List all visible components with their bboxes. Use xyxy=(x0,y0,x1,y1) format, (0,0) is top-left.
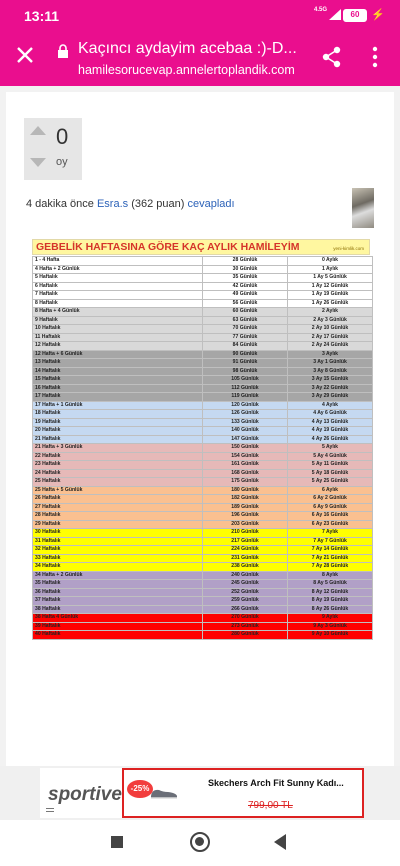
cell-months: 8 Aylık xyxy=(288,571,373,580)
table-row xyxy=(33,333,373,342)
cell-months: 5 Ay 25 Günlük xyxy=(288,478,373,487)
cell-days: 60 Günlük xyxy=(203,308,288,317)
cell-week: 34 Haftalık xyxy=(33,563,203,572)
cell-week: 9 Haftalık xyxy=(33,316,203,325)
cell-days: 203 Günlük xyxy=(203,520,288,529)
answer-action-link[interactable]: cevapladı xyxy=(187,198,235,210)
table-row xyxy=(33,520,373,529)
downvote-icon[interactable] xyxy=(30,158,46,167)
cell-months: 7 Ay 7 Günlük xyxy=(288,537,373,546)
cell-months: 3 Aylık xyxy=(288,350,373,359)
page-content xyxy=(0,86,400,766)
cell-months: 9 Aylık xyxy=(288,614,373,623)
cell-days: 189 Günlük xyxy=(203,503,288,512)
table-row xyxy=(33,393,373,402)
cell-week: 16 Haftalık xyxy=(33,384,203,393)
cell-week: 27 Haftalık xyxy=(33,503,203,512)
page-title: Kaçıncı aydayim acebaa :)-D... xyxy=(78,40,297,57)
avatar[interactable] xyxy=(352,188,374,228)
cell-days: 84 Günlük xyxy=(203,342,288,351)
pregnancy-table-image[interactable] xyxy=(26,234,376,756)
cell-week: 11 Haftalık xyxy=(33,333,203,342)
table-row xyxy=(33,257,373,266)
cell-months: 5 Ay 4 Günlük xyxy=(288,452,373,461)
cell-months: 7 Ay 14 Günlük xyxy=(288,546,373,555)
table-row xyxy=(33,282,373,291)
cell-week: 23 Haftalık xyxy=(33,461,203,470)
cell-days: 154 Günlük xyxy=(203,452,288,461)
cell-months: 8 Ay 19 Günlük xyxy=(288,597,373,606)
answer-user-link[interactable]: Esra.s xyxy=(96,198,129,210)
more-options-icon[interactable] xyxy=(372,46,378,68)
browser-toolbar xyxy=(0,30,400,86)
cell-week: 20 Haftalık xyxy=(33,427,203,436)
cell-days: 240 Günlük xyxy=(203,571,288,580)
cell-days: 252 Günlük xyxy=(203,588,288,597)
cell-months: 5 Ay 18 Günlük xyxy=(288,469,373,478)
cell-months: 8 Ay 5 Günlük xyxy=(288,580,373,589)
cell-days: 266 Günlük xyxy=(203,605,288,614)
table-row xyxy=(33,418,373,427)
cell-months: 3 Ay 15 Günlük xyxy=(288,376,373,385)
ad-price: 799,00 TL xyxy=(248,800,293,811)
cell-week: 25 Haftalık xyxy=(33,478,203,487)
cell-months: 2 Aylık xyxy=(288,308,373,317)
table-row xyxy=(33,486,373,495)
cell-days: 77 Günlük xyxy=(203,333,288,342)
cell-days: 28 Günlük xyxy=(203,257,288,266)
ad-product[interactable] xyxy=(122,768,364,818)
cell-week: 1 - 4 Hafta xyxy=(33,257,203,266)
cell-days: 120 Günlük xyxy=(203,401,288,410)
cell-week: 21 Haftalık xyxy=(33,435,203,444)
cell-week: 25 Hafta + 5 Günlük xyxy=(33,486,203,495)
vote-label: oy xyxy=(56,156,68,168)
cell-months: 4 Ay 19 Günlük xyxy=(288,427,373,436)
cell-days: 259 Günlük xyxy=(203,597,288,606)
table-row xyxy=(33,291,373,300)
table-site: yeni-kimlik.com xyxy=(333,246,364,251)
table-row xyxy=(33,367,373,376)
cell-months: 4 Ay 26 Günlük xyxy=(288,435,373,444)
cell-months: 6 Ay 9 Günlük xyxy=(288,503,373,512)
cell-week: 12 Haftalık xyxy=(33,342,203,351)
cell-months: 1 Ay 19 Günlük xyxy=(288,291,373,300)
cell-week: 18 Haftalık xyxy=(33,410,203,419)
cell-week: 38 Haftalık xyxy=(33,605,203,614)
cell-week: 6 Haftalık xyxy=(33,282,203,291)
cell-months: 3 Ay 1 Günlük xyxy=(288,359,373,368)
cell-week: 36 Haftalık xyxy=(33,588,203,597)
cell-days: 150 Günlük xyxy=(203,444,288,453)
cell-days: 231 Günlük xyxy=(203,554,288,563)
table-row xyxy=(33,265,373,274)
cell-days: 63 Günlük xyxy=(203,316,288,325)
cell-week: 15 Haftalık xyxy=(33,376,203,385)
table-row xyxy=(33,461,373,470)
cell-week: 10 Haftalık xyxy=(33,325,203,334)
network-type: 4.5G xyxy=(314,7,328,13)
table-row xyxy=(33,274,373,283)
cell-months: 2 Ay 17 Günlük xyxy=(288,333,373,342)
cell-week: 29 Haftalık xyxy=(33,520,203,529)
cell-months: 7 Aylık xyxy=(288,529,373,538)
table-row xyxy=(33,631,373,640)
cell-days: 112 Günlük xyxy=(203,384,288,393)
recents-icon[interactable] xyxy=(111,836,123,848)
cell-months: 3 Ay 29 Günlük xyxy=(288,393,373,402)
cell-months: 9 Ay 3 Günlük xyxy=(288,622,373,631)
cell-days: 273 Günlük xyxy=(203,622,288,631)
table-row xyxy=(33,435,373,444)
cell-days: 56 Günlük xyxy=(203,299,288,308)
cell-months: 6 Ay 2 Günlük xyxy=(288,495,373,504)
table-row xyxy=(33,478,373,487)
cell-week: 24 Haftalık xyxy=(33,469,203,478)
cell-week: 38 Hafta 4 Günlük xyxy=(33,614,203,623)
ad-product-name: Skechers Arch Fit Sunny Kadı... xyxy=(208,778,344,788)
table-row xyxy=(33,563,373,572)
cell-months: 2 Ay 3 Günlük xyxy=(288,316,373,325)
cell-week: 4 Hafta + 2 Günlük xyxy=(33,265,203,274)
table-row xyxy=(33,503,373,512)
table-row xyxy=(33,384,373,393)
cell-days: 196 Günlük xyxy=(203,512,288,521)
table-row xyxy=(33,401,373,410)
table-row xyxy=(33,546,373,555)
cell-days: 224 Günlük xyxy=(203,546,288,555)
cell-days: 217 Günlük xyxy=(203,537,288,546)
cell-week: 35 Haftalık xyxy=(33,580,203,589)
share-icon[interactable] xyxy=(322,46,342,68)
cell-week: 37 Haftalık xyxy=(33,597,203,606)
cell-week: 21 Hafta + 3 Günlük xyxy=(33,444,203,453)
cell-months: 1 Aylık xyxy=(288,265,373,274)
cell-week: 17 Hafta + 1 Günlük xyxy=(33,401,203,410)
charging-icon: ⚡ xyxy=(371,9,385,21)
ad-brand-mark xyxy=(46,808,54,812)
ad-banner[interactable] xyxy=(0,766,400,820)
signal-icon xyxy=(329,9,341,20)
cell-week: 34 Hafta + 2 Günlük xyxy=(33,571,203,580)
cell-months: 8 Ay 26 Günlük xyxy=(288,605,373,614)
table-row xyxy=(33,495,373,504)
cell-months: 3 Ay 8 Günlük xyxy=(288,367,373,376)
cell-months: 5 Aylık xyxy=(288,444,373,453)
cell-days: 147 Günlük xyxy=(203,435,288,444)
upvote-icon[interactable] xyxy=(30,126,46,135)
vote-count: 0 xyxy=(56,124,69,149)
cell-months: 1 Ay 26 Günlük xyxy=(288,299,373,308)
cell-days: 133 Günlük xyxy=(203,418,288,427)
cell-months: 2 Ay 24 Günlük xyxy=(288,342,373,351)
back-icon[interactable] xyxy=(274,834,286,850)
cell-week: 5 Haftalık xyxy=(33,274,203,283)
cell-week: 22 Haftalık xyxy=(33,452,203,461)
cell-week: 8 Hafta + 4 Günlük xyxy=(33,308,203,317)
table-row xyxy=(33,580,373,589)
table-row xyxy=(33,512,373,521)
table-row xyxy=(33,452,373,461)
cell-days: 105 Günlük xyxy=(203,376,288,385)
cell-days: 210 Günlük xyxy=(203,529,288,538)
cell-months: 6 Ay 23 Günlük xyxy=(288,520,373,529)
cell-days: 49 Günlük xyxy=(203,291,288,300)
cell-months: 6 Aylık xyxy=(288,486,373,495)
table-row xyxy=(33,554,373,563)
cell-months: 2 Ay 10 Günlük xyxy=(288,325,373,334)
table-row xyxy=(33,605,373,614)
lock-icon xyxy=(58,44,68,58)
cell-days: 70 Günlük xyxy=(203,325,288,334)
cell-months: 4 Ay 13 Günlük xyxy=(288,418,373,427)
cell-week: 26 Haftalık xyxy=(33,495,203,504)
cell-days: 98 Günlük xyxy=(203,367,288,376)
cell-days: 180 Günlük xyxy=(203,486,288,495)
cell-days: 182 Günlük xyxy=(203,495,288,504)
cell-days: 161 Günlük xyxy=(203,461,288,470)
cell-week: 33 Haftalık xyxy=(33,554,203,563)
pregnancy-table xyxy=(32,256,373,640)
cell-days: 42 Günlük xyxy=(203,282,288,291)
cell-days: 119 Günlük xyxy=(203,393,288,402)
cell-months: 1 Ay 5 Günlük xyxy=(288,274,373,283)
discount-badge: -25% xyxy=(127,780,153,798)
cell-months: 4 Aylık xyxy=(288,401,373,410)
table-title-text: GEBELİK HAFTASINA GÖRE KAÇ AYLIK HAMİLEYİM xyxy=(36,241,300,253)
cell-days: 238 Günlük xyxy=(203,563,288,572)
shoe-image-icon xyxy=(150,786,178,799)
cell-days: 175 Günlük xyxy=(203,478,288,487)
cell-days: 90 Günlük xyxy=(203,350,288,359)
table-row xyxy=(33,376,373,385)
cell-week: 13 Haftalık xyxy=(33,359,203,368)
vote-box xyxy=(24,118,82,180)
table-row xyxy=(33,588,373,597)
cell-months: 8 Ay 12 Günlük xyxy=(288,588,373,597)
close-icon[interactable] xyxy=(14,44,36,66)
answer-card xyxy=(6,92,394,772)
table-row xyxy=(33,597,373,606)
cell-months: 4 Ay 6 Günlük xyxy=(288,410,373,419)
cell-week: 31 Haftalık xyxy=(33,537,203,546)
answer-time: 4 dakika önce xyxy=(26,198,94,210)
table-row xyxy=(33,325,373,334)
table-row xyxy=(33,308,373,317)
table-row xyxy=(33,316,373,325)
table-row xyxy=(33,622,373,631)
cell-days: 35 Günlük xyxy=(203,274,288,283)
cell-months: 6 Ay 16 Günlük xyxy=(288,512,373,521)
table-row xyxy=(33,529,373,538)
cell-week: 7 Haftalık xyxy=(33,291,203,300)
answer-points: (362 puan) xyxy=(131,198,185,210)
cell-days: 126 Günlük xyxy=(203,410,288,419)
cell-week: 28 Haftalık xyxy=(33,512,203,521)
cell-days: 270 Günlük xyxy=(203,614,288,623)
cell-week: 12 Hafta + 6 Günlük xyxy=(33,350,203,359)
cell-week: 19 Haftalık xyxy=(33,418,203,427)
cell-week: 40 Haftalık xyxy=(33,631,203,640)
battery-icon: 60 xyxy=(343,9,367,22)
cell-months: 1 Ay 12 Günlük xyxy=(288,282,373,291)
clock: 13:11 xyxy=(24,8,60,24)
cell-days: 168 Günlük xyxy=(203,469,288,478)
ad[interactable] xyxy=(40,768,364,818)
cell-week: 32 Haftalık xyxy=(33,546,203,555)
table-row xyxy=(33,410,373,419)
cell-days: 280 Günlük xyxy=(203,631,288,640)
table-row xyxy=(33,571,373,580)
cell-months: 9 Ay 10 Günlük xyxy=(288,631,373,640)
cell-days: 30 Günlük xyxy=(203,265,288,274)
table-row xyxy=(33,359,373,368)
cell-days: 140 Günlük xyxy=(203,427,288,436)
ad-brand: sportive xyxy=(48,784,122,805)
cell-week: 14 Haftalık xyxy=(33,367,203,376)
cell-months: 0 Aylık xyxy=(288,257,373,266)
table-row xyxy=(33,614,373,623)
table-title xyxy=(32,239,370,255)
table-row xyxy=(33,537,373,546)
table-row xyxy=(33,427,373,436)
answer-meta xyxy=(26,198,235,210)
table-row xyxy=(33,342,373,351)
table-row xyxy=(33,350,373,359)
page-url[interactable]: hamilesorucevap.annelertoplandik.com xyxy=(78,63,295,77)
cell-months: 7 Ay 28 Günlük xyxy=(288,563,373,572)
cell-months: 3 Ay 22 Günlük xyxy=(288,384,373,393)
table-row xyxy=(33,299,373,308)
table-row xyxy=(33,444,373,453)
status-bar xyxy=(0,0,400,30)
cell-days: 91 Günlük xyxy=(203,359,288,368)
cell-week: 8 Haftalık xyxy=(33,299,203,308)
home-icon[interactable] xyxy=(190,832,210,852)
system-nav-bar xyxy=(0,820,400,866)
cell-week: 17 Haftalık xyxy=(33,393,203,402)
cell-days: 245 Günlük xyxy=(203,580,288,589)
cell-months: 5 Ay 11 Günlük xyxy=(288,461,373,470)
cell-week: 39 Haftalık xyxy=(33,622,203,631)
cell-months: 7 Ay 21 Günlük xyxy=(288,554,373,563)
table-row xyxy=(33,469,373,478)
cell-week: 30 Haftalık xyxy=(33,529,203,538)
